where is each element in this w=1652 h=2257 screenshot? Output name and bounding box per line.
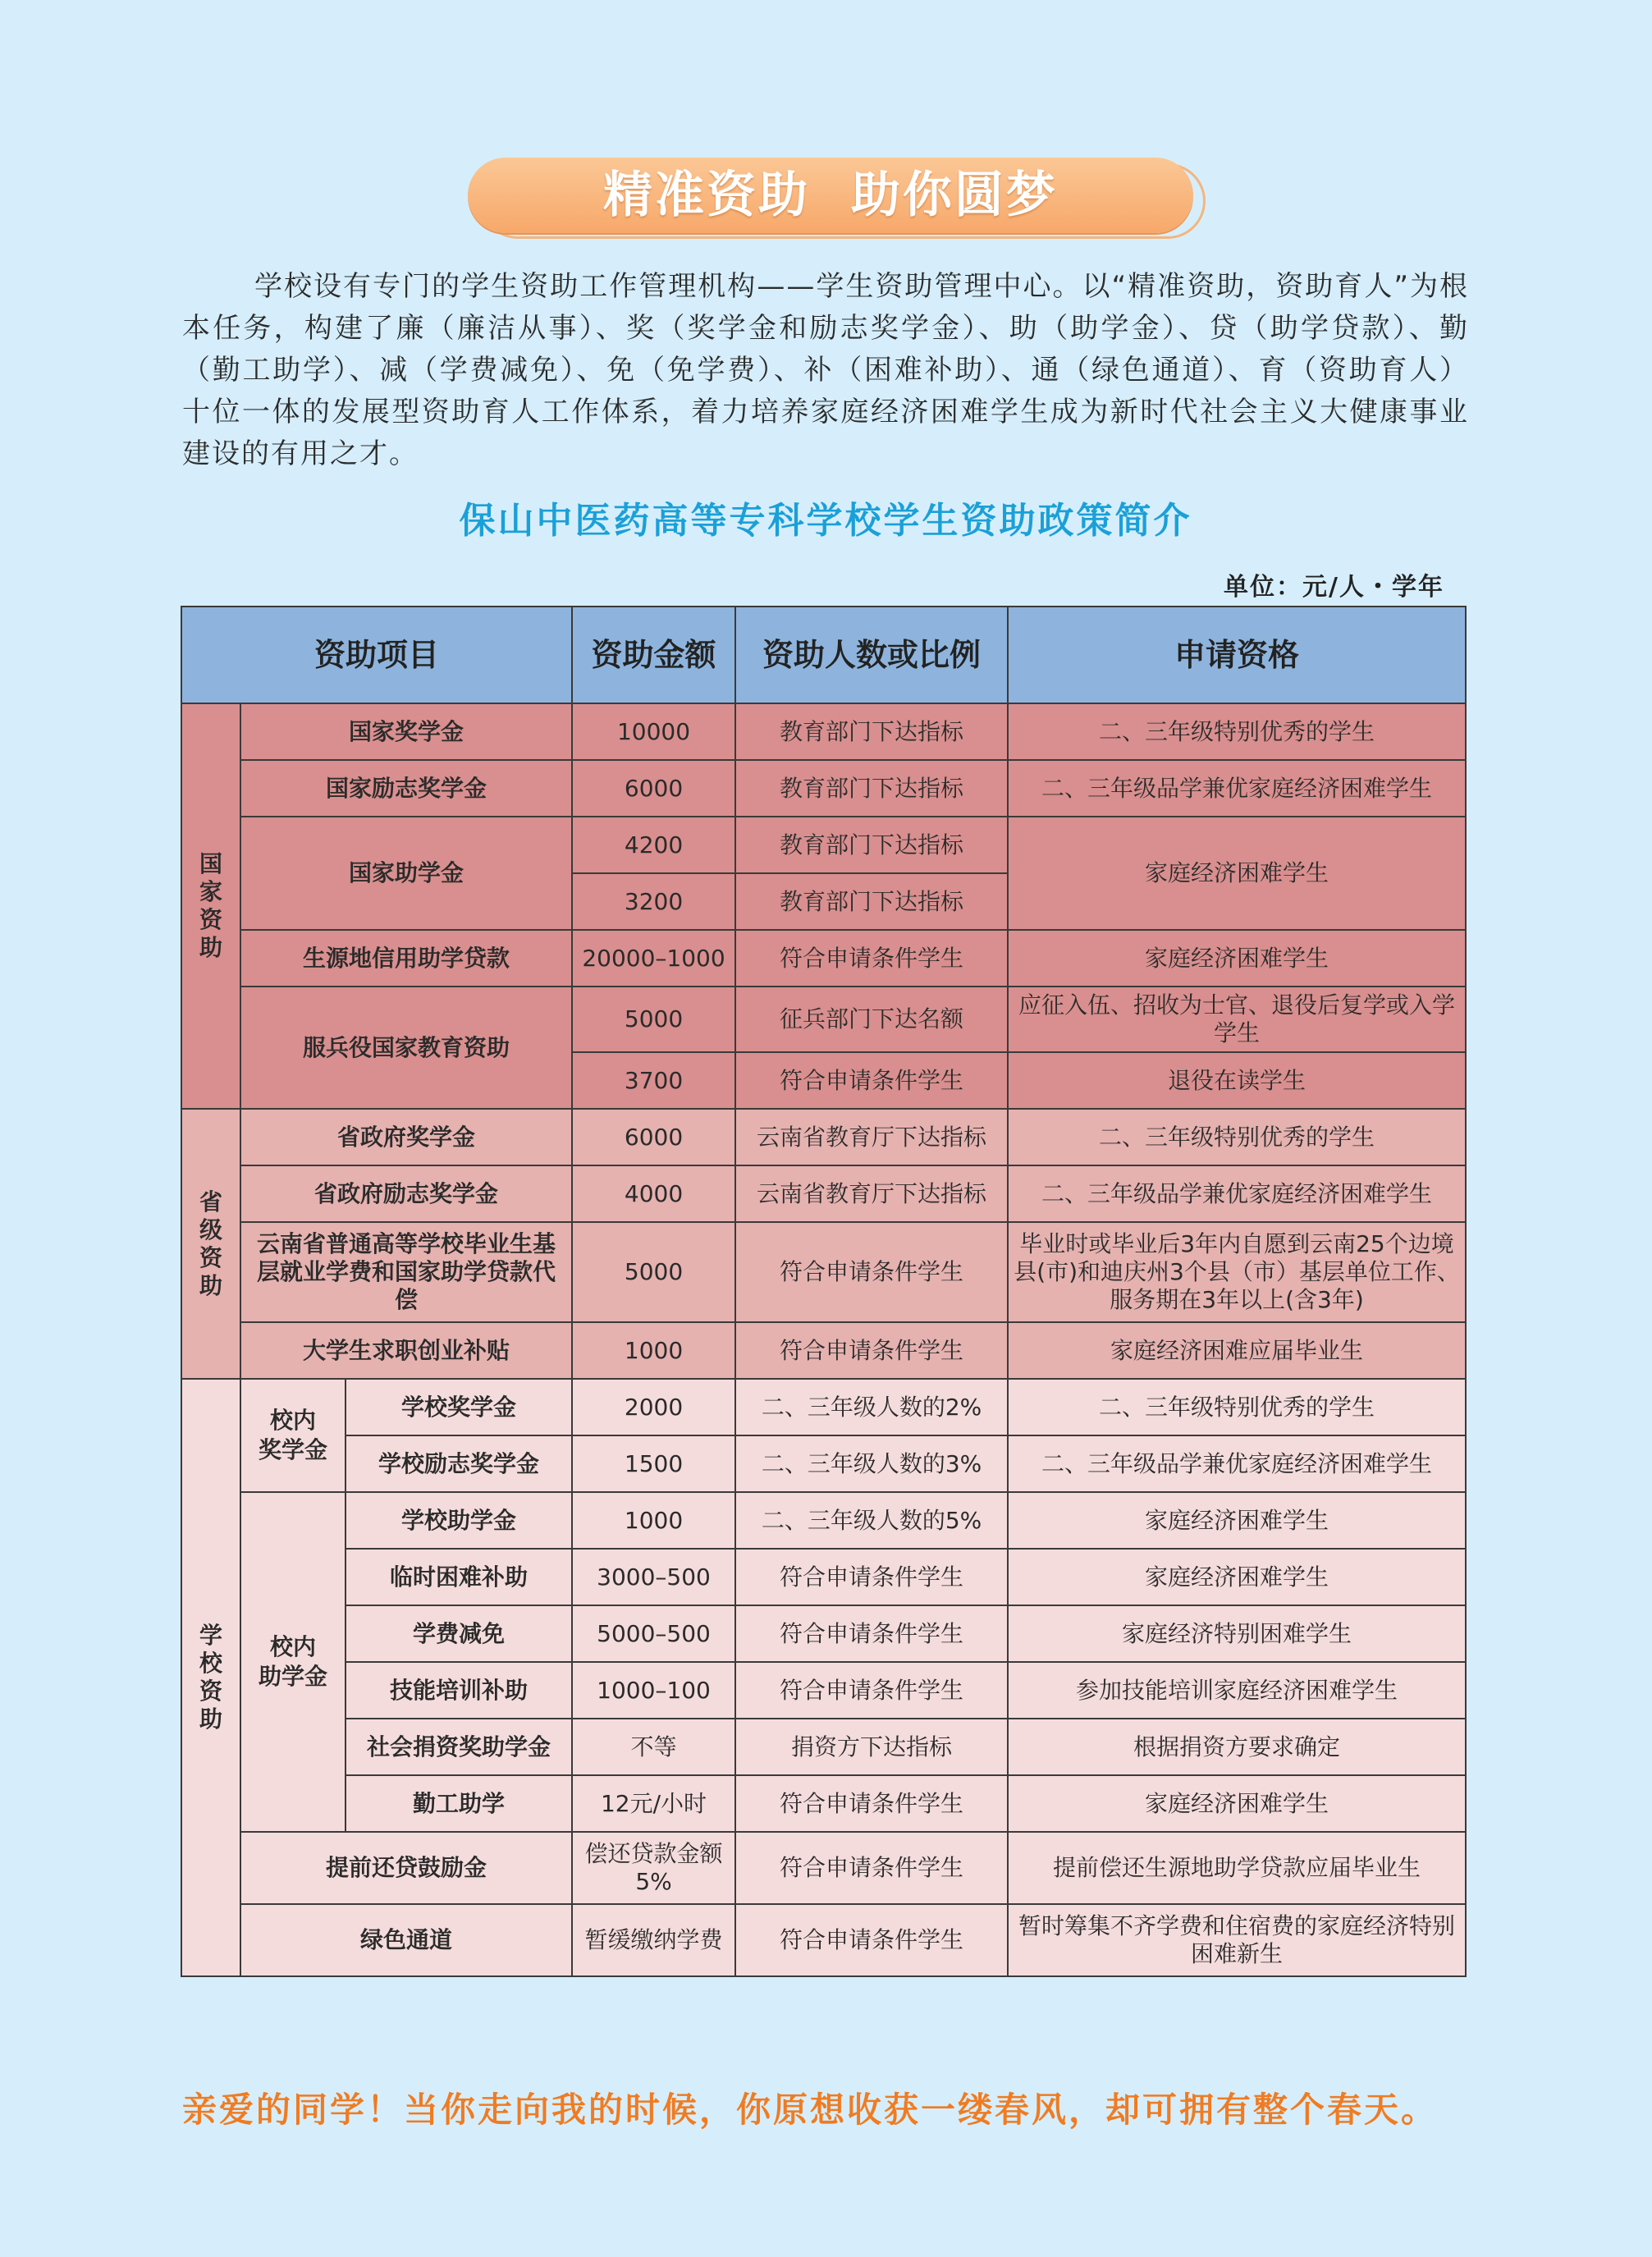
table-row [181, 1549, 1466, 1605]
table-row [181, 1492, 1466, 1549]
row-quota: 符合申请条件学生 [735, 1605, 1008, 1662]
row-item: 大学生求职创业补贴 [240, 1322, 572, 1379]
row-eligibility: 提前偿还生源地助学贷款应届毕业生 [1008, 1832, 1466, 1904]
table-row [181, 1222, 1466, 1322]
row-amount: 6000 [572, 1109, 735, 1165]
subgroup-school-grant: 校内 助学金 [240, 1492, 346, 1832]
row-item: 生源地信用助学贷款 [240, 930, 572, 987]
row-amount: 1000 [572, 1322, 735, 1379]
header-item: 资助项目 [181, 607, 572, 703]
row-quota: 符合申请条件学生 [735, 930, 1008, 987]
group-school: 学 校 资 助 [181, 1379, 240, 1976]
unit-label: 单位：元/人・学年 [1224, 573, 1444, 602]
row-item: 绿色通道 [240, 1904, 572, 1976]
intro-paragraph: 学校设有专门的学生资助工作管理机构——学生资助管理中心。以“精准资助，资助育人”为根本任务，构建了廉（廉洁从事）、奖（奖学金和励志奖学金）、助（助学金）、贷（助学贷款）、勤（勤工助学）、减（学费减免）、免（免学费）、补（困难补助）、通（绿色通道）、育（资助育人）十位一体的发展型资助育人工作体系，着力培养家庭经济困难学生成为新时代社会主义大健康事业建设的有用之才。 [182, 270, 1469, 470]
table-row [181, 817, 1466, 873]
row-eligibility: 家庭经济困难应届毕业生 [1008, 1322, 1466, 1379]
row-quota: 符合申请条件学生 [735, 1904, 1008, 1976]
row-quota: 教育部门下达指标 [735, 703, 1008, 760]
table-row [181, 760, 1466, 817]
table-row [181, 987, 1466, 1052]
row-item: 国家奖学金 [240, 703, 572, 760]
row-amount: 1000 [572, 1492, 735, 1549]
row-amount: 20000–1000 [572, 930, 735, 987]
row-eligibility: 毕业时或毕业后3年内自愿到云南25个边境县(市)和迪庆州3个县（市）基层单位工作、服务期在3年以上(含3年) [1008, 1222, 1466, 1322]
row-eligibility: 家庭经济困难学生 [1008, 1775, 1466, 1832]
table-row [181, 1605, 1466, 1662]
row-item: 技能培训补助 [346, 1662, 572, 1719]
row-amount: 4000 [572, 1165, 735, 1222]
row-eligibility: 根据捐资方要求确定 [1008, 1719, 1466, 1775]
table-row [181, 1775, 1466, 1832]
row-eligibility: 家庭经济困难学生 [1008, 1549, 1466, 1605]
row-quota: 捐资方下达指标 [735, 1719, 1008, 1775]
row-eligibility: 二、三年级品学兼优家庭经济困难学生 [1008, 760, 1466, 817]
row-item: 学校励志奖学金 [346, 1435, 572, 1492]
row-item: 社会捐资奖助学金 [346, 1719, 572, 1775]
table-row [181, 1109, 1466, 1165]
row-amount: 5000–500 [572, 1605, 735, 1662]
row-item: 国家助学金 [240, 817, 572, 930]
group-provincial: 省 级 资 助 [181, 1109, 240, 1379]
row-amount: 1000–100 [572, 1662, 735, 1719]
row-eligibility: 二、三年级品学兼优家庭经济困难学生 [1008, 1165, 1466, 1222]
table-row [181, 1322, 1466, 1379]
row-quota: 符合申请条件学生 [735, 1832, 1008, 1904]
banner-title: 精准资助 助你圆梦 [603, 167, 1058, 224]
row-quota: 二、三年级人数的5% [735, 1492, 1008, 1549]
row-amount: 暂缓缴纳学费 [572, 1904, 735, 1976]
header-quota: 资助人数或比例 [735, 607, 1008, 703]
row-amount: 1500 [572, 1435, 735, 1492]
table-row [181, 1379, 1466, 1435]
row-item: 服兵役国家教育资助 [240, 987, 572, 1109]
header-eligibility: 申请资格 [1008, 607, 1466, 703]
row-eligibility: 应征入伍、招收为士官、退役后复学或入学学生 [1008, 987, 1466, 1052]
row-quota: 教育部门下达指标 [735, 817, 1008, 873]
row-item: 云南省普通高等学校毕业生基层就业学费和国家助学贷款代偿 [240, 1222, 572, 1322]
row-quota: 符合申请条件学生 [735, 1322, 1008, 1379]
group-national: 国 家 资 助 [181, 703, 240, 1109]
row-item: 学校助学金 [346, 1492, 572, 1549]
row-eligibility: 参加技能培训家庭经济困难学生 [1008, 1662, 1466, 1719]
table-row [181, 1435, 1466, 1492]
row-amount: 6000 [572, 760, 735, 817]
row-item: 勤工助学 [346, 1775, 572, 1832]
row-eligibility: 家庭经济困难学生 [1008, 1492, 1466, 1549]
row-eligibility: 二、三年级品学兼优家庭经济困难学生 [1008, 1435, 1466, 1492]
row-quota: 教育部门下达指标 [735, 873, 1008, 930]
row-amount: 4200 [572, 817, 735, 873]
table-row [181, 1662, 1466, 1719]
row-eligibility: 家庭经济困难学生 [1008, 930, 1466, 987]
row-item: 省政府励志奖学金 [240, 1165, 572, 1222]
row-item: 学校奖学金 [346, 1379, 572, 1435]
table-row [181, 1904, 1466, 1976]
row-quota: 符合申请条件学生 [735, 1222, 1008, 1322]
row-eligibility: 家庭经济特别困难学生 [1008, 1605, 1466, 1662]
row-quota: 符合申请条件学生 [735, 1549, 1008, 1605]
policy-table [181, 606, 1467, 1977]
row-amount: 12元/小时 [572, 1775, 735, 1832]
row-amount: 10000 [572, 703, 735, 760]
row-amount: 3000–500 [572, 1549, 735, 1605]
row-amount: 不等 [572, 1719, 735, 1775]
row-amount: 3200 [572, 873, 735, 930]
header-amount: 资助金额 [572, 607, 735, 703]
row-quota: 二、三年级人数的3% [735, 1435, 1008, 1492]
footer-slogan: 亲爱的同学！当你走向我的时候，你原想收获一缕春风，却可拥有整个春天。 [182, 2090, 1439, 2130]
row-item: 学费减免 [346, 1605, 572, 1662]
row-quota: 符合申请条件学生 [735, 1662, 1008, 1719]
table-row [181, 1832, 1466, 1904]
row-amount: 2000 [572, 1379, 735, 1435]
row-eligibility: 退役在读学生 [1008, 1052, 1466, 1109]
row-quota: 符合申请条件学生 [735, 1775, 1008, 1832]
row-eligibility: 二、三年级特别优秀的学生 [1008, 1379, 1466, 1435]
row-quota: 教育部门下达指标 [735, 760, 1008, 817]
row-quota: 云南省教育厅下达指标 [735, 1165, 1008, 1222]
policy-subtitle: 保山中医药高等专科学校学生资助政策简介 [459, 500, 1192, 542]
table-header-row [181, 607, 1466, 703]
row-item: 提前还贷鼓励金 [240, 1832, 572, 1904]
row-item: 省政府奖学金 [240, 1109, 572, 1165]
subgroup-school-scholarship: 校内 奖学金 [240, 1379, 346, 1492]
row-amount: 偿还贷款金额5% [572, 1832, 735, 1904]
row-eligibility: 二、三年级特别优秀的学生 [1008, 1109, 1466, 1165]
row-amount: 3700 [572, 1052, 735, 1109]
row-item: 临时困难补助 [346, 1549, 572, 1605]
table-row [181, 930, 1466, 987]
row-amount: 5000 [572, 1222, 735, 1322]
row-amount: 5000 [572, 987, 735, 1052]
row-quota: 云南省教育厅下达指标 [735, 1109, 1008, 1165]
row-quota: 符合申请条件学生 [735, 1052, 1008, 1109]
table-row [181, 1165, 1466, 1222]
row-eligibility: 家庭经济困难学生 [1008, 817, 1466, 930]
row-quota: 征兵部门下达名额 [735, 987, 1008, 1052]
row-item: 国家励志奖学金 [240, 760, 572, 817]
row-eligibility: 暂时筹集不齐学费和住宿费的家庭经济特别困难新生 [1008, 1904, 1466, 1976]
table-row [181, 703, 1466, 760]
table-row [181, 1719, 1466, 1775]
row-quota: 二、三年级人数的2% [735, 1379, 1008, 1435]
row-eligibility: 二、三年级特别优秀的学生 [1008, 703, 1466, 760]
